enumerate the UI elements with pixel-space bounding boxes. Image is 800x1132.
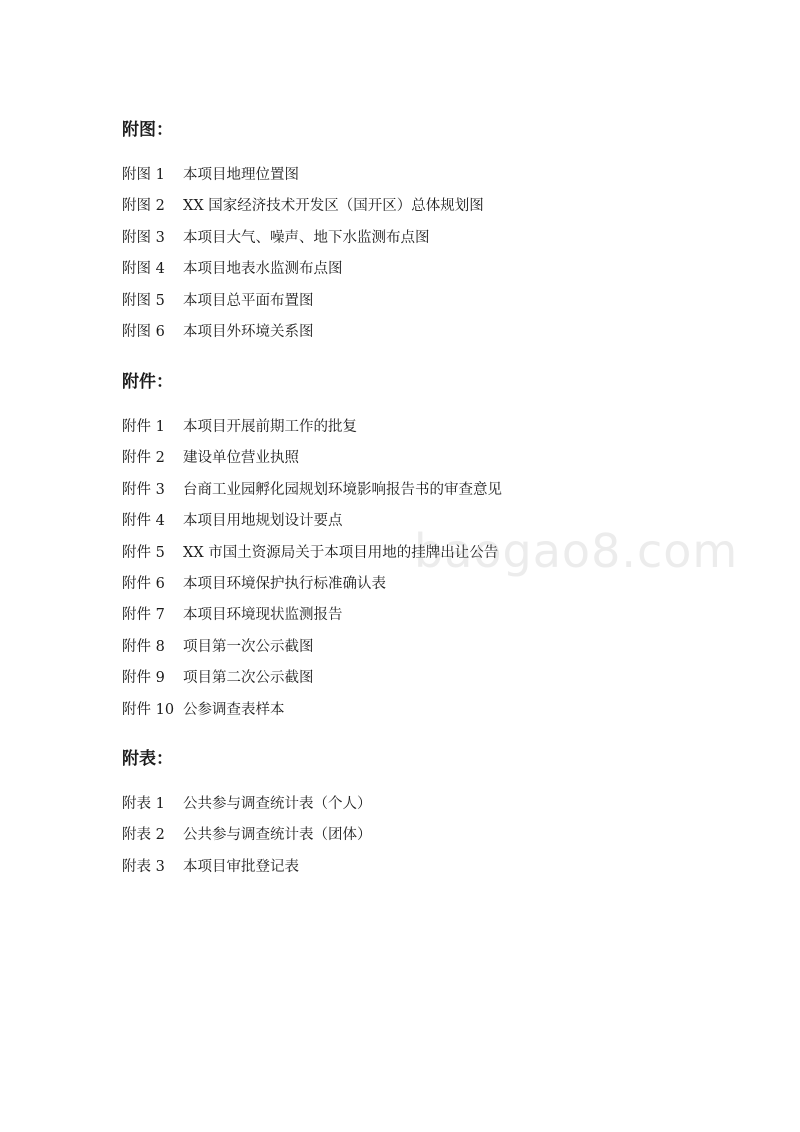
item-label: 附图 4 [122,261,165,278]
list-item [122,292,484,323]
item-text: 本项目环境现状监测报告 [183,607,343,624]
list-item [122,418,502,449]
item-label: 附件 1 [122,419,165,435]
section-title-figures: 附图： [122,120,173,140]
item-label: 附件 5 [122,544,165,561]
item-label: 附件 10 [122,701,175,718]
item-label: 附图 3 [122,229,165,246]
item-label: 附件 3 [122,481,165,498]
item-text: 公参调查表样本 [183,701,285,718]
attachments-list [122,418,502,732]
item-label: 附图 2 [122,198,165,215]
watermark: baogao8.com [414,524,739,578]
item-text: 项目第一次公示截图 [183,638,314,655]
tables-list [122,795,372,889]
list-item [122,795,372,826]
list-item [122,323,484,354]
list-item [122,260,484,291]
item-text: XX 国家经济技术开发区（国开区）总体规划图 [183,198,484,215]
item-label: 附件 9 [122,670,165,687]
list-item [122,512,502,543]
list-item [122,606,502,637]
item-text: 公共参与调查统计表（个人） [183,796,372,812]
item-label: 附表 1 [122,796,165,812]
item-text: 本项目地理位置图 [183,167,299,183]
item-text: 本项目环境保护执行标准确认表 [183,575,386,592]
list-item [122,229,484,260]
list-item [122,449,502,480]
list-item [122,166,484,197]
figures-list [122,166,484,354]
item-text: 本项目用地规划设计要点 [183,513,343,530]
list-item [122,858,372,889]
item-text: 建设单位营业执照 [183,450,299,467]
item-text: 本项目审批登记表 [183,858,299,875]
item-text: 本项目外环境关系图 [183,323,314,340]
item-label: 附图 6 [122,323,165,340]
item-label: 附件 8 [122,638,165,655]
item-text: 公共参与调查统计表（团体） [183,827,372,844]
item-text: 项目第二次公示截图 [183,670,314,687]
item-text: 本项目总平面布置图 [183,292,314,309]
item-text: 本项目地表水监测布点图 [183,261,343,278]
section-title-tables: 附表： [122,749,173,769]
list-item [122,638,502,669]
item-text: 本项目开展前期工作的批复 [183,419,357,435]
item-text: 台商工业园孵化园规划环境影响报告书的审查意见 [183,481,502,498]
item-label: 附件 2 [122,450,165,467]
list-item [122,669,502,700]
list-item [122,481,502,512]
list-item [122,701,502,732]
item-label: 附图 1 [122,167,165,183]
item-text: 本项目大气、噪声、地下水监测布点图 [183,229,430,246]
item-label: 附件 6 [122,575,165,592]
item-label: 附表 2 [122,827,165,844]
list-item [122,826,372,857]
item-label: 附表 3 [122,858,165,875]
list-item [122,544,502,575]
item-label: 附件 7 [122,607,165,624]
list-item [122,197,484,228]
item-label: 附图 5 [122,292,165,309]
item-label: 附件 4 [122,513,165,530]
section-title-attachments: 附件： [122,372,173,392]
list-item [122,575,502,606]
item-text: XX 市国土资源局关于本项目用地的挂牌出让公告 [183,544,499,561]
